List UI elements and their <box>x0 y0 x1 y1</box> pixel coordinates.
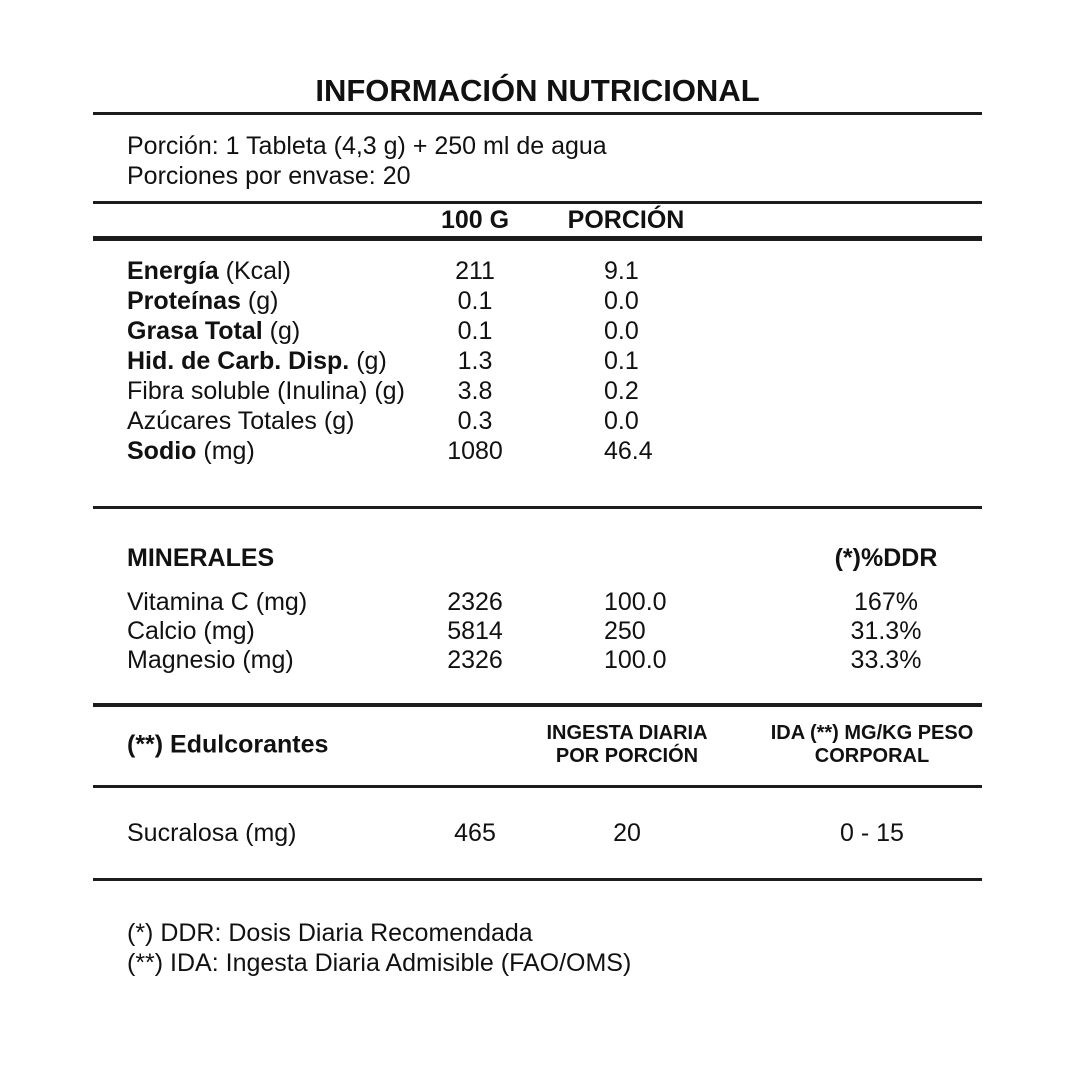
sweeteners-section-title: (**) Edulcorantes <box>127 730 329 759</box>
mineral-row <box>0 588 1079 617</box>
servings-per-container-line: Porciones por envase: 20 <box>127 162 411 190</box>
serving-divider <box>93 201 982 204</box>
value-per-100g: 0.1 <box>457 287 493 315</box>
column-headers-row <box>0 205 1079 236</box>
value-per-100g: 1.3 <box>457 347 493 375</box>
minerals-table <box>0 588 1079 675</box>
sweeteners-header-row <box>0 718 1079 772</box>
label-title: INFORMACIÓN NUTRICIONAL <box>315 73 760 108</box>
value-per-100g: 5814 <box>447 617 503 645</box>
value-per-100g: 465 <box>454 819 496 847</box>
value-per-portion: 0.0 <box>604 287 639 315</box>
title-divider <box>93 112 982 115</box>
nutrients-table <box>0 256 1079 466</box>
nutrient-row <box>0 286 1079 316</box>
value-per-100g: 211 <box>455 257 495 285</box>
value-per-100g: 2326 <box>447 588 503 616</box>
mineral-name: Vitamina C (mg) <box>127 588 308 616</box>
nutrient-name: Grasa Total (g) <box>127 317 301 345</box>
nutrient-row <box>0 316 1079 346</box>
value-ddr-percent: 31.3% <box>850 617 922 645</box>
column-header-100g: 100 G <box>440 206 510 234</box>
value-ddr-percent: 167% <box>854 588 918 616</box>
nutrient-row <box>0 376 1079 406</box>
value-per-portion: 0.1 <box>604 347 639 375</box>
nutrient-name: Fibra soluble (Inulina) (g) <box>127 377 405 405</box>
value-per-100g: 0.1 <box>457 317 493 345</box>
value-per-portion: 250 <box>604 617 646 645</box>
footnote-ddr: (*) DDR: Dosis Diaria Recomendada <box>127 919 533 947</box>
value-per-100g: 0.3 <box>457 407 493 435</box>
mineral-name: Magnesio (mg) <box>127 646 294 674</box>
nutrient-name: Energía (Kcal) <box>127 257 291 285</box>
footnote-ida: (**) IDA: Ingesta Diaria Admisible (FAO/OMS) <box>127 949 632 977</box>
value-ida-range: 0 - 15 <box>840 819 904 847</box>
value-ddr-percent: 33.3% <box>850 646 922 674</box>
value-per-portion: 0.0 <box>604 317 639 345</box>
intake-column-header: INGESTA DIARIA POR PORCIÓN <box>546 722 708 767</box>
nutrient-row <box>0 346 1079 376</box>
nutrient-row <box>0 406 1079 436</box>
minerals-header-row <box>0 543 1079 573</box>
nutrient-name: Hid. de Carb. Disp. (g) <box>127 347 387 375</box>
serving-size-line: Porción: 1 Tableta (4,3 g) + 250 ml de agua <box>127 132 607 160</box>
nutrient-name: Sodio (mg) <box>127 437 255 465</box>
value-per-100g: 2326 <box>447 646 503 674</box>
ida-column-header: IDA (**) MG/KG PESO CORPORAL <box>770 722 974 767</box>
value-per-portion: 100.0 <box>604 646 667 674</box>
minerals-divider <box>93 703 982 707</box>
value-per-portion: 9.1 <box>604 257 639 285</box>
footnotes <box>127 918 631 978</box>
nutrient-name: Proteínas (g) <box>127 287 279 315</box>
sweetener-row <box>0 818 1079 848</box>
sweeteners-header-divider <box>93 785 982 788</box>
value-per-100g: 1080 <box>447 437 503 465</box>
mineral-name: Calcio (mg) <box>127 617 255 645</box>
nutrient-row <box>0 256 1079 286</box>
ddr-column-header: (*)%DDR <box>834 544 938 572</box>
header-divider <box>93 236 982 241</box>
mineral-row <box>0 617 1079 646</box>
minerals-section-title: MINERALES <box>127 544 275 572</box>
value-per-portion: 100.0 <box>604 588 667 616</box>
sweeteners-divider <box>93 878 982 881</box>
value-per-portion: 0.2 <box>604 377 639 405</box>
value-per-portion: 0.0 <box>604 407 639 435</box>
sweetener-name: Sucralosa (mg) <box>127 819 297 847</box>
nutrients-divider <box>93 506 982 509</box>
nutrient-row <box>0 436 1079 466</box>
column-header-portion: PORCIÓN <box>567 206 685 234</box>
value-per-portion: 46.4 <box>604 437 653 465</box>
sweeteners-table <box>0 818 1079 848</box>
mineral-row <box>0 646 1079 675</box>
nutrient-name: Azúcares Totales (g) <box>127 407 355 435</box>
value-intake-per-portion: 20 <box>613 819 641 847</box>
serving-info <box>127 131 607 191</box>
value-per-100g: 3.8 <box>457 377 493 405</box>
